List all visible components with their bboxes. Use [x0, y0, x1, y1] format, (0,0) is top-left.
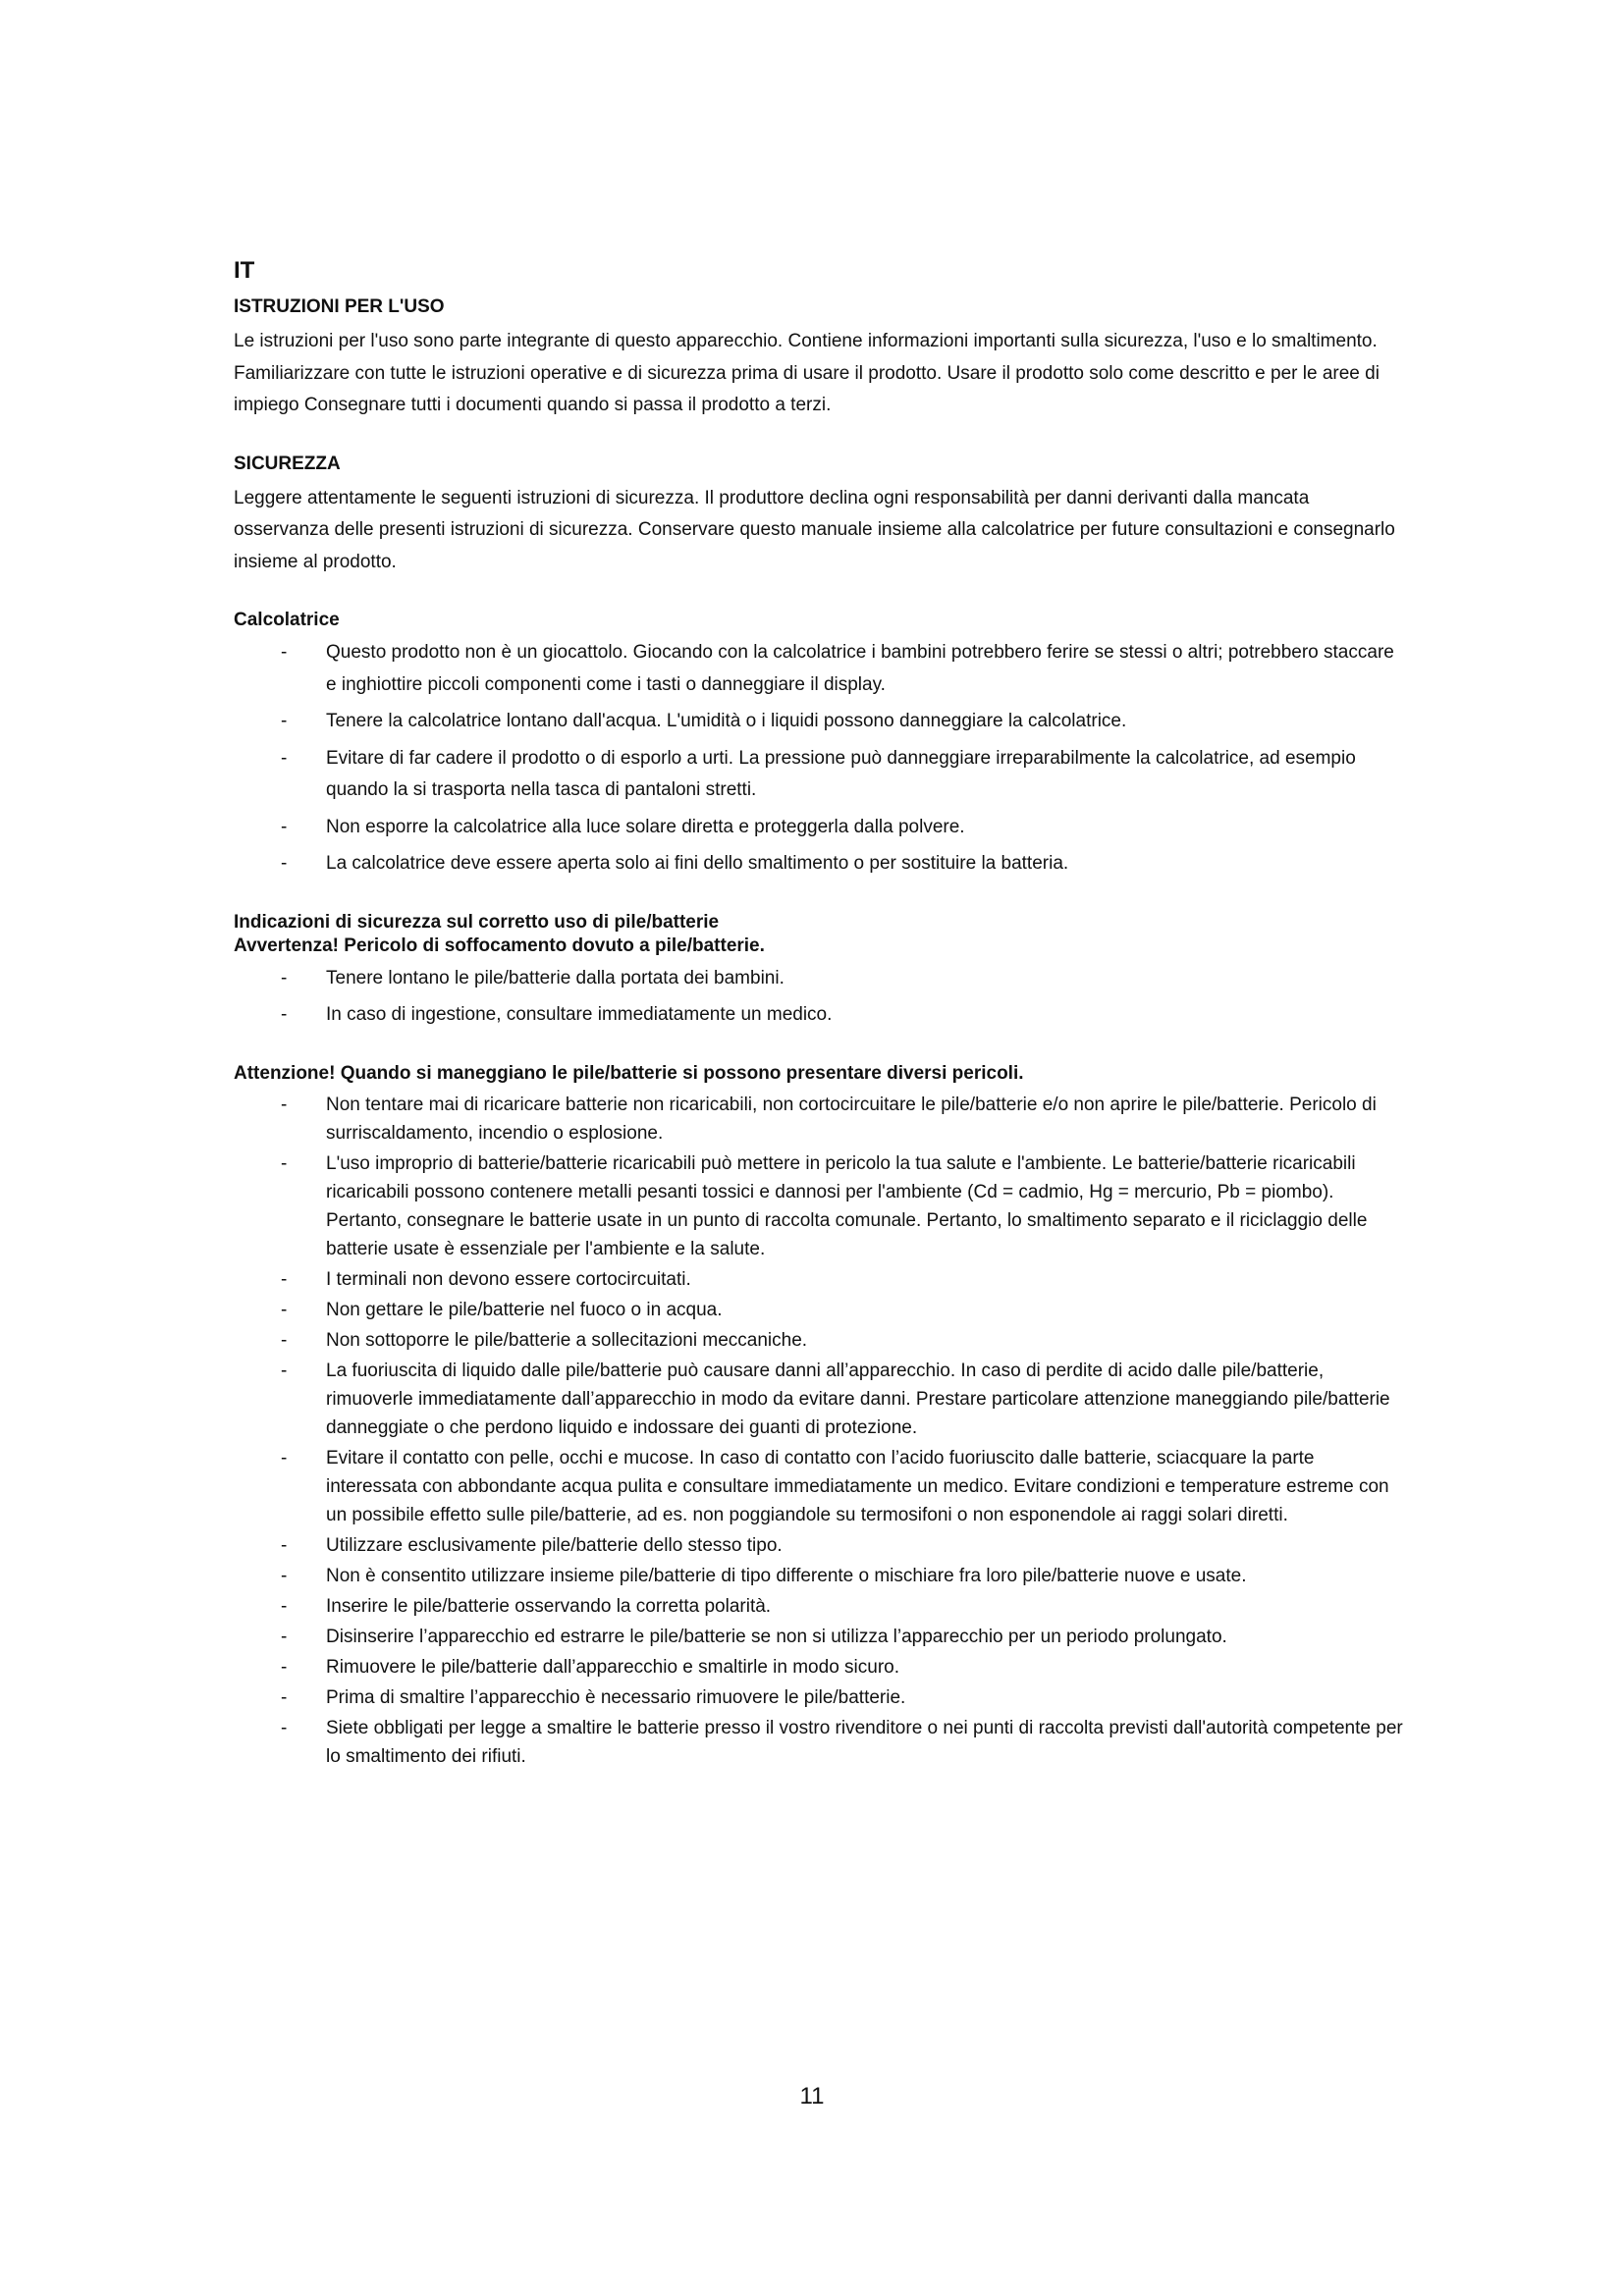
list-item: - I terminali non devono essere cortocircuitati.	[234, 1265, 1407, 1294]
battery-warning-list	[234, 963, 1407, 1032]
intro-section	[234, 296, 1407, 422]
list-item: - Utilizzare esclusivamente pile/batterie dello stesso tipo.	[234, 1531, 1407, 1560]
list-item: - Inserire le pile/batterie osservando la corretta polarità.	[234, 1592, 1407, 1621]
document-page	[234, 257, 1407, 1802]
language-code: IT	[234, 257, 255, 284]
battery-warning-subtitle: Avvertenza! Pericolo di soffocamento dovuto a pile/batterie.	[234, 934, 765, 956]
battery-warning-section	[234, 912, 1407, 1032]
battery-warning-title: Indicazioni di sicurezza sul corretto uso di pile/batterie	[234, 911, 720, 933]
list-item: - Non esporre la calcolatrice alla luce solare diretta e proteggerla dalla polvere.	[234, 812, 1407, 844]
intro-text: Le istruzioni per l'uso sono parte integrante di questo apparecchio. Contiene informazioni importanti sulla sicurezza, l'uso e lo smaltimento. Familiarizzare con tutte le istruzioni operative e di sicurezza prima di usare il prodotto. Usare il prodotto solo come descritto e per le aree di impiego Consegnare tutti i documenti quando si passa il prodotto a terzi.	[234, 331, 1380, 415]
battery-attention-title: Attenzione! Quando si maneggiano le pile/batterie si possono presentare diversi pericoli.	[234, 1062, 1024, 1084]
intro-title: ISTRUZIONI PER L'USO	[234, 296, 445, 317]
calculator-list	[234, 637, 1407, 881]
list-item: - Evitare di far cadere il prodotto o di esporlo a urti. La pressione può danneggiare irreparabilmente la calcolatrice, ad esempio quando la si trasporta nella tasca di pantaloni stretti.	[234, 743, 1407, 807]
list-item: - In caso di ingestione, consultare immediatamente un medico.	[234, 999, 1407, 1032]
list-item: - Tenere la calcolatrice lontano dall'acqua. L'umidità o i liquidi possono danneggiare la calcolatrice.	[234, 706, 1407, 738]
safety-section	[234, 454, 1407, 579]
list-item: - La fuoriuscita di liquido dalle pile/batterie può causare danni all’apparecchio. In caso di perdite di acido dalle pile/batterie, rimuoverle immediatamente dall’apparecchio in modo da evitare danni. Prestare particolare attenzione maneggiando pile/batterie danneggiate o che perdono liquido e indossare dei guanti di protezione.	[234, 1357, 1407, 1442]
list-item: - La calcolatrice deve essere aperta solo ai fini dello smaltimento o per sostituire la batteria.	[234, 848, 1407, 881]
calculator-section	[234, 610, 1407, 881]
list-item: - Non sottoporre le pile/batterie a sollecitazioni meccaniche.	[234, 1326, 1407, 1355]
list-item: - Rimuovere le pile/batterie dall’apparecchio e smaltirle in modo sicuro.	[234, 1653, 1407, 1682]
list-item: - Evitare il contatto con pelle, occhi e mucose. In caso di contatto con l’acido fuoriuscito dalle batterie, sciacquare la parte interessata con abbondante acqua pulita e consultare immediatamente un medico. Evitare condizioni e temperature estreme con un possibile effetto sulle pile/batterie, ad es. non poggiandole su termosifoni o non esponendole ai raggi solari diretti.	[234, 1444, 1407, 1529]
list-item: - Tenere lontano le pile/batterie dalla portata dei bambini.	[234, 963, 1407, 995]
calculator-title: Calcolatrice	[234, 610, 340, 630]
list-item: - Disinserire l’apparecchio ed estrarre le pile/batterie se non si utilizza l’apparecchio per un periodo prolungato.	[234, 1623, 1407, 1651]
list-item: - Prima di smaltire l’apparecchio è necessario rimuovere le pile/batterie.	[234, 1683, 1407, 1712]
list-item: - Non gettare le pile/batterie nel fuoco o in acqua.	[234, 1296, 1407, 1324]
battery-attention-section	[234, 1063, 1407, 1771]
list-item: - L'uso improprio di batterie/batterie ricaricabili può mettere in pericolo la tua salute e l'ambiente. Le batterie/batterie ricaricabili ricaricabili possono contenere metalli pesanti tossici e dannosi per l'ambiente (Cd = cadmio, Hg = mercurio, Pb = piombo). Pertanto, consegnare le batterie usate in un punto di raccolta comunale. Pertanto, lo smaltimento separato e il riciclaggio delle batterie usate è essenziale per l'ambiente e la salute.	[234, 1149, 1407, 1263]
safety-text: Leggere attentamente le seguenti istruzioni di sicurezza. Il produttore declina ogni responsabilità per danni derivanti dalla mancata osservanza delle presenti istruzioni di sicurezza. Conservare questo manuale insieme alla calcolatrice per future consultazioni e consegnarlo insieme al prodotto.	[234, 487, 1395, 572]
page-number: 11	[799, 2083, 825, 2109]
list-item: - Siete obbligati per legge a smaltire le batterie presso il vostro rivenditore o nei punti di raccolta previsti dall'autorità competente per lo smaltimento dei rifiuti.	[234, 1714, 1407, 1771]
safety-title: SICUREZZA	[234, 453, 341, 474]
battery-attention-list	[234, 1091, 1407, 1771]
list-item: - Questo prodotto non è un giocattolo. Giocando con la calcolatrice i bambini potrebbero ferire se stessi o altri; potrebbero staccare e inghiottire piccoli componenti come i tasti o danneggiare il display.	[234, 637, 1407, 701]
list-item: - Non è consentito utilizzare insieme pile/batterie di tipo differente o mischiare fra loro pile/batterie nuove e usate.	[234, 1562, 1407, 1590]
list-item: - Non tentare mai di ricaricare batterie non ricaricabili, non cortocircuitare le pile/batterie e/o non aprire le pile/batterie. Pericolo di surriscaldamento, incendio o esplosione.	[234, 1091, 1407, 1148]
